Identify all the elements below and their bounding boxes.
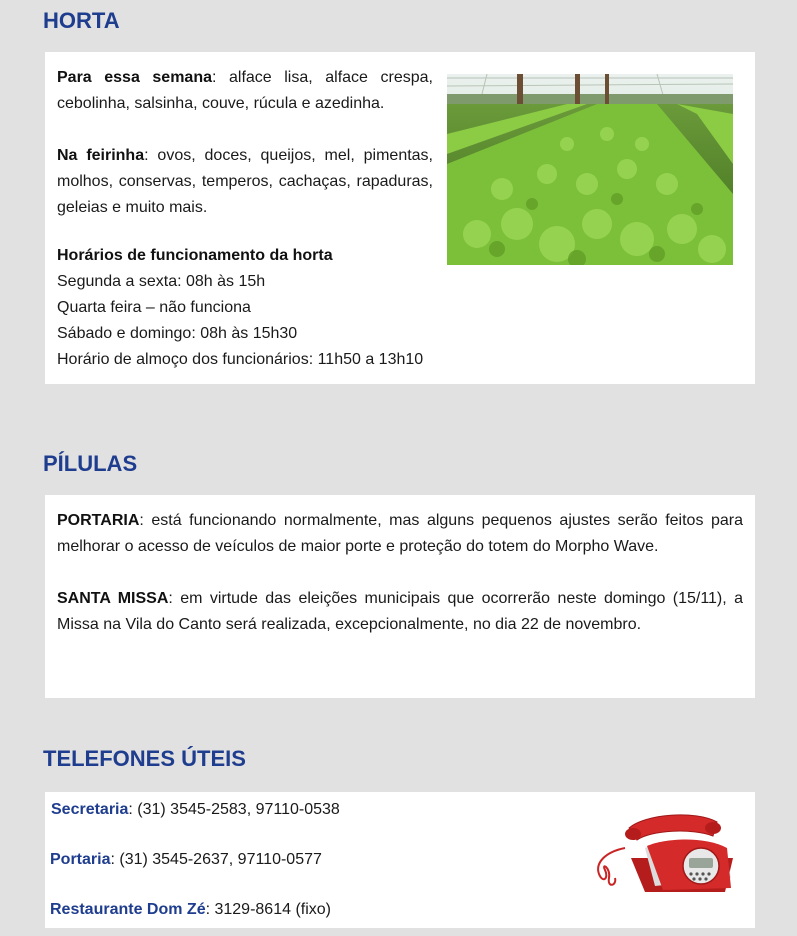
semana-label: Para essa semana [57, 69, 212, 86]
semana-paragraph [57, 65, 433, 117]
portaria-text: : está funcionando normalmente, mas alguns pequenos ajustes serão feitos para melhorar o acesso de veículos de maior porte e proteção do totem do Morpho Wave. [57, 512, 743, 555]
pilulas-card [45, 495, 755, 698]
phone-item-restaurante: Restaurante Dom Zé: 3129-8614 (fixo) [50, 901, 331, 918]
horta-text-column [57, 65, 433, 221]
feirinha-label: Na feirinha [57, 147, 145, 164]
pilulas-text [57, 508, 743, 638]
horta-lettuce-image [447, 74, 733, 265]
section-title-horta: HORTA [43, 8, 120, 33]
horario-line: Sábado e domingo: 08h às 15h30 [57, 325, 298, 342]
section-title-pilulas: PÍLULAS [43, 451, 138, 476]
horario-line: Quarta feira – não funciona [57, 299, 251, 316]
missa-paragraph [57, 586, 743, 638]
section-title-telefones: TELEFONES ÚTEIS [43, 746, 246, 771]
portaria-label: PORTARIA [57, 512, 140, 529]
missa-text: : em virtude das eleições municipais que ocorrerão neste domingo (15/11), a Missa na Vila do Canto será realizada, excepcionalmente, no dia 22 de novembro. [57, 590, 743, 633]
feirinha-paragraph [57, 143, 433, 221]
feirinha-text: : ovos, doces, queijos, mel, pimentas, molhos, conservas, temperos, cachaças, rapaduras, geleias e muito mais. [57, 147, 434, 216]
phone-item-portaria: Portaria: (31) 3545-2637, 97110-0577 [50, 851, 322, 868]
semana-text: : alface lisa, alface crespa, cebolinha, salsinha, couve, rúcula e azedinha. [57, 69, 433, 112]
missa-label: SANTA MISSA [57, 590, 169, 607]
portaria-paragraph [57, 508, 743, 560]
horta-card [45, 52, 755, 384]
telephone-icon [585, 808, 737, 896]
horarios-title: Horários de funcionamento da horta [57, 247, 333, 264]
horario-line: Horário de almoço dos funcionários: 11h50 a 13h10 [57, 351, 424, 368]
phone-item-secretaria: Secretaria: (31) 3545-2583, 97110-0538 [51, 801, 340, 818]
horario-line: Segunda a sexta: 08h às 15h [57, 273, 266, 290]
telefones-card [45, 792, 755, 928]
